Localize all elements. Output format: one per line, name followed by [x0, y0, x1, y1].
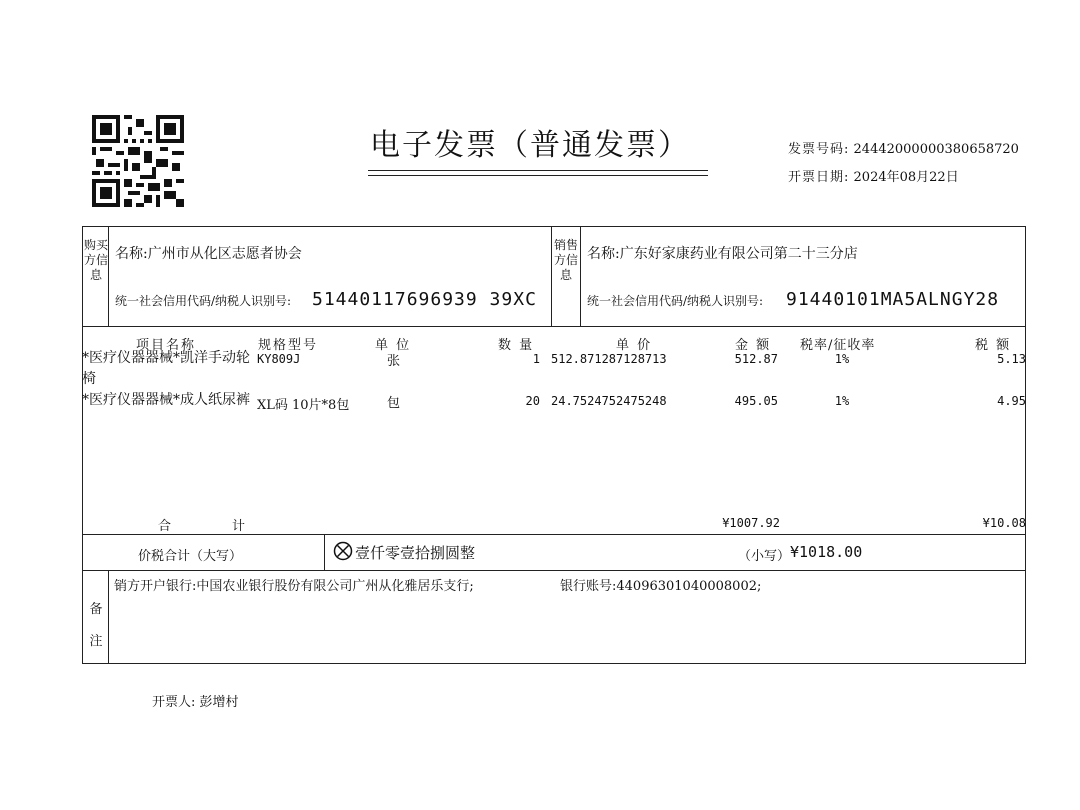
col-price: 单 价 [616, 338, 653, 353]
grand-total-small-label: （小写） [738, 549, 791, 564]
issuer-row [152, 691, 239, 710]
item-2-spec: XL码 10片*8包 [257, 398, 350, 413]
col-tax-rate: 税率/征收率 [800, 338, 876, 353]
item-2-price: 24.7524752475248 [551, 394, 667, 408]
col-amount: 金 额 [735, 338, 772, 353]
item-1-qty: 1 [532, 352, 540, 366]
buyer-tax-id: 51440117696939 39XC [312, 289, 537, 310]
item-2-unit: 包 [387, 396, 401, 411]
issue-date: 2024年08月22日 [853, 170, 959, 185]
invoice-number-row [788, 138, 1019, 157]
party-middle-divider [551, 226, 552, 326]
item-2-amount: 495.05 [734, 394, 778, 408]
seller-section-label: 销售方信息 [554, 238, 579, 282]
item-2-tax: 4.95 [997, 394, 1026, 408]
bank-account: 44096301040008002; [616, 579, 762, 594]
seller-name-row [587, 243, 858, 263]
buyer-section-label: 购买方信息 [84, 238, 109, 282]
buyer-tax-id-label: 统一社会信用代码/纳税人识别号: [115, 294, 292, 308]
totals-amount: ¥1007.92 [722, 516, 780, 530]
item-1-tax: 5.13 [997, 352, 1026, 366]
seller-tax-id-label: 统一社会信用代码/纳税人识别号: [587, 294, 764, 308]
title-underline-double [368, 175, 708, 176]
seller-label-divider [580, 226, 581, 326]
buyer-name-label: 名称: [115, 246, 148, 262]
item-1-spec: KY809J [257, 352, 301, 366]
invoice-number: 24442000000380658720 [853, 142, 1019, 157]
buyer-label-divider [108, 226, 109, 326]
item-1-tax-rate: 1% [834, 352, 850, 366]
issuer-label: 开票人: [152, 695, 196, 710]
issue-date-row [788, 166, 959, 185]
item-2-tax-rate: 1% [834, 394, 850, 408]
grand-total-divider [82, 570, 1026, 571]
invoice-title: 电子发票（普通发票） [370, 128, 690, 163]
grand-total-small-value: ¥1018.00 [790, 543, 863, 561]
issue-date-label: 开票日期: [788, 170, 850, 185]
col-item: 项目名称 [136, 338, 197, 353]
qr-code [92, 115, 184, 207]
issuer-name: 彭增村 [199, 695, 239, 710]
item-1-price: 512.871287128713 [551, 352, 667, 366]
buyer-name-row [115, 243, 302, 263]
col-qty: 数 量 [498, 338, 535, 353]
seller-bank: 销方开户银行:中国农业银行股份有限公司广州从化雅居乐支行; [114, 579, 474, 594]
totals-tax: ¥10.08 [982, 516, 1026, 530]
col-unit: 单 位 [375, 338, 412, 353]
totals-label-right: 计 [232, 519, 246, 534]
buyer-name: 广州市从化区志愿者协会 [147, 246, 302, 262]
item-1-amount: 512.87 [734, 352, 778, 366]
item-1-unit: 张 [387, 354, 401, 369]
totals-divider [82, 534, 1026, 535]
cross-circle-icon [333, 541, 353, 561]
bank-account-row [560, 575, 761, 594]
title-underline [368, 170, 708, 171]
seller-name: 广东好家康药业有限公司第二十三分店 [619, 246, 858, 262]
grand-total-divider-v [324, 534, 325, 570]
grand-total-words: 壹仟零壹拾捌圆整 [355, 544, 476, 562]
seller-tax-id: 91440101MA5ALNGY28 [786, 289, 1000, 310]
item-1-name: *医疗仪器器械*凯洋手动轮椅 [82, 350, 250, 387]
seller-name-label: 名称: [587, 246, 620, 262]
grand-total-label: 价税合计（大写） [138, 549, 243, 564]
invoice-number-label: 发票号码: [788, 142, 850, 157]
item-2-name: *医疗仪器器械*成人纸尿裤 [82, 392, 250, 408]
item-2-qty: 20 [525, 394, 540, 408]
bank-account-label: 银行账号: [560, 579, 617, 594]
col-tax: 税 额 [975, 338, 1012, 353]
party-divider [82, 326, 1026, 327]
totals-label-left: 合 [158, 519, 172, 534]
col-spec: 规格型号 [258, 338, 319, 353]
notes-section-label: 备注 [89, 602, 103, 649]
notes-label-divider [108, 570, 109, 664]
